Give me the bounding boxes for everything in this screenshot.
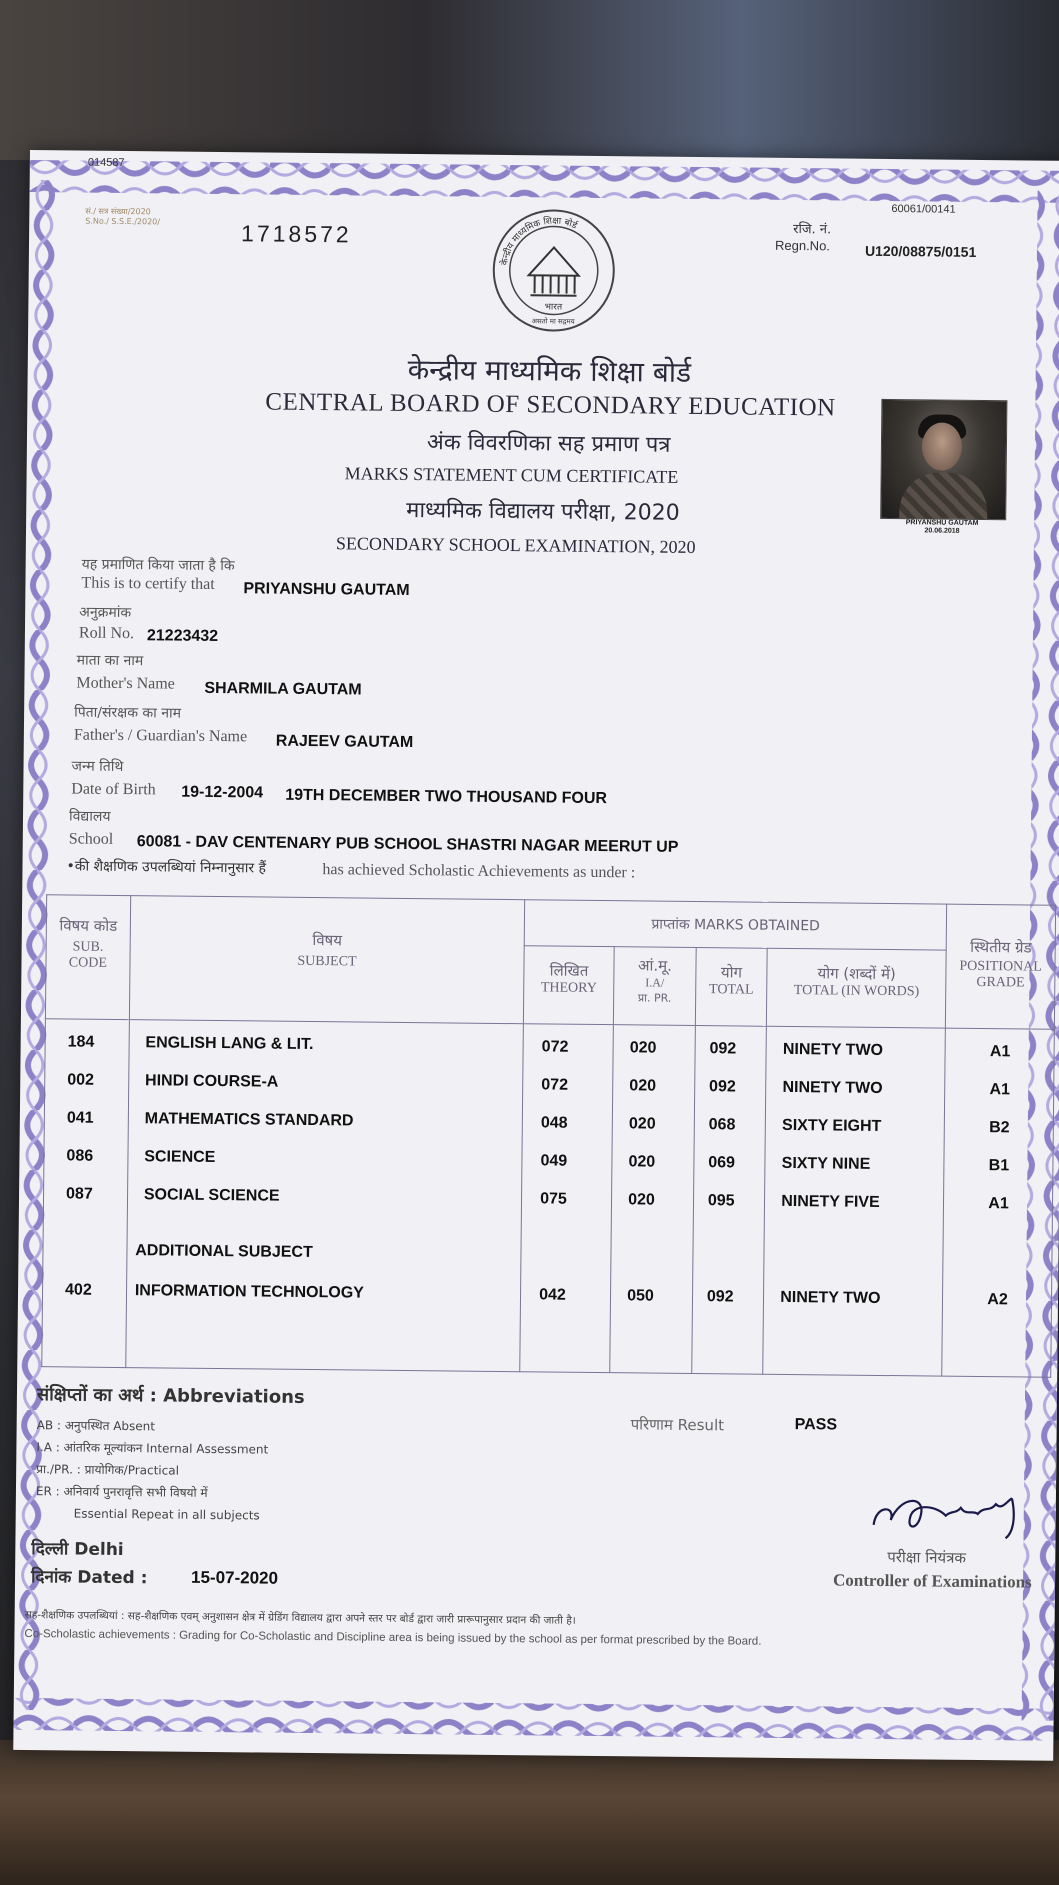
top-right-code: 60061/00141 bbox=[891, 203, 956, 216]
header-code: विषय कोड SUB. CODE bbox=[45, 895, 130, 1020]
controller-hindi: परीक्षा नियंत्रक bbox=[887, 1548, 967, 1567]
header-total-words: योग (शब्दों में) TOTAL (IN WORDS) bbox=[767, 948, 947, 1028]
roll-label-english: Roll No. bbox=[78, 624, 135, 643]
serial-number: 014587 bbox=[87, 156, 125, 169]
exam-title-hindi: माध्यमिक विद्यालय परीक्षा, 2020 bbox=[406, 497, 680, 526]
dob-words: 19TH DECEMBER TWO THOUSAND FOUR bbox=[285, 786, 608, 808]
result-value: PASS bbox=[794, 1416, 838, 1434]
emblem-top-text: केन्द्रीय माध्यमिक शिक्षा बोर्ड bbox=[500, 216, 579, 267]
abbreviations-title: संक्षिप्तों का अर्थ : Abbreviations bbox=[36, 1384, 305, 1408]
abbreviations-list: AB : अनुपस्थित Absent I.A : आंतरिक मूल्यांकन Internal Assessment प्रा./PR. : प्रायोगिक/Practical ER : अनिवार्य पुनरावृत्ति सभी विषयो में Essential Repeat in all subjects bbox=[35, 1418, 269, 1523]
table-row: SOCIAL SCIENCE bbox=[143, 1186, 280, 1205]
marks-table bbox=[41, 894, 1056, 1378]
roll-label-hindi: अनुक्रमांक bbox=[79, 604, 132, 622]
school-label-english: School bbox=[68, 830, 114, 848]
controller-english: Controller of Examinations bbox=[832, 1570, 1032, 1592]
place: दिल्ली Delhi bbox=[31, 1539, 124, 1561]
emblem-center-text: भारत bbox=[544, 302, 563, 313]
header-subject: विषय SUBJECT bbox=[129, 896, 525, 1024]
background-table-surface bbox=[0, 1740, 1059, 1885]
emblem-bottom-text: असतो मा सद्गमय bbox=[531, 317, 575, 326]
photo-caption: PRIYANSHU GAUTAM 20.06.2018 bbox=[905, 519, 979, 535]
regn-number: U120/08875/0151 bbox=[864, 242, 977, 260]
background-top bbox=[0, 0, 1059, 160]
issue-date: 15-07-2020 bbox=[190, 1567, 279, 1588]
col-subject bbox=[126, 1020, 524, 1372]
table-body bbox=[42, 1019, 1055, 1378]
col-ia: 020 020 020 020 020 050 bbox=[610, 1025, 695, 1374]
student-name: PRIYANSHU GAUTAM bbox=[243, 580, 410, 599]
certify-english: This is to certify that bbox=[81, 574, 215, 593]
roll-number: 21223432 bbox=[146, 627, 219, 645]
mother-label-hindi: माता का नाम bbox=[76, 652, 144, 670]
footnote-english: Co-Scholastic achievements : Grading for Co-Scholastic and Discipline area is being issued by the school as per format prescribed by the Board. bbox=[24, 1628, 762, 1648]
student-photo bbox=[880, 399, 1007, 520]
footnote-hindi: सह-शैक्षणिक उपलब्धियां : सह-शैक्षणिक एवम् अनुशासन क्षेत्र में ग्रेडिंग विद्यालय द्वारा अपने स्तर पर बोर्ड द्वारा जारी प्रारूपानुसार प्रदान की जाती है। bbox=[24, 1609, 576, 1627]
mother-label-english: Mother's Name bbox=[76, 674, 175, 693]
board-name-hindi: केन्द्रीय माध्यमिक शिक्षा बोर्ड bbox=[407, 352, 692, 389]
col-theory: 072 072 048 049 075 042 bbox=[520, 1024, 614, 1373]
col-total-words: NINETY TWO NINETY TWO SIXTY EIGHT SIXTY NINE NINETY FIVE NINETY TWO bbox=[763, 1026, 946, 1376]
table-row: INFORMATION TECHNOLOGY bbox=[134, 1282, 364, 1302]
achievement-hindi: •की शैक्षणिक उपलब्धियां निम्नानुसार हैं bbox=[66, 858, 267, 877]
marks-certificate bbox=[13, 150, 1059, 1761]
header-ia: आं.मू. I.A/ प्रा. PR. bbox=[613, 947, 696, 1026]
certify-hindi: यह प्रमाणित किया जाता है कि bbox=[81, 556, 235, 575]
achievement-english: has achieved Scholastic Achievements as under : bbox=[322, 861, 636, 882]
result-label: परिणाम Result bbox=[630, 1415, 725, 1435]
school-label-hindi: विद्यालय bbox=[68, 808, 111, 825]
dob-value: 19-12-2004 bbox=[181, 783, 264, 802]
school-name: 60081 - DAV CENTENARY PUB SCHOOL SHASTRI NAGAR MEERUT UP bbox=[136, 833, 679, 856]
board-name-english: CENTRAL BOARD OF SECONDARY EDUCATION bbox=[265, 388, 836, 422]
regn-label: रजि. नं. Regn.No. bbox=[774, 221, 832, 254]
father-label-english: Father's / Guardian's Name bbox=[73, 726, 248, 746]
dob-label-hindi: जन्म तिथि bbox=[71, 758, 124, 776]
cbse-emblem bbox=[488, 205, 619, 336]
certificate-number: 1718572 bbox=[241, 220, 352, 248]
col-total: 092 092 068 069 095 092 bbox=[692, 1026, 767, 1375]
header-theory: लिखित THEORY bbox=[523, 946, 614, 1025]
col-grade: A1 A1 B2 B1 A1 A2 bbox=[942, 1028, 1054, 1377]
table-row: SCIENCE bbox=[144, 1148, 216, 1166]
table-row: MATHEMATICS STANDARD bbox=[144, 1110, 354, 1130]
col-code: 184 002 041 086 087 402 bbox=[42, 1019, 129, 1368]
header-grade: स्थितीय ग्रेड POSITIONAL GRADE bbox=[946, 904, 1056, 1029]
dated-label: दिनांक Dated : bbox=[30, 1567, 148, 1589]
table-row: HINDI COURSE-A bbox=[144, 1072, 279, 1091]
small-code: सं./ सत्र संख्या/2020 S.No./ S.S.E./2020/ bbox=[85, 206, 161, 227]
father-name: RAJEEV GAUTAM bbox=[275, 732, 414, 752]
document-title-english: MARKS STATEMENT CUM CERTIFICATE bbox=[344, 463, 679, 487]
header-total: योग TOTAL bbox=[695, 948, 767, 1027]
additional-subject-label: ADDITIONAL SUBJECT bbox=[135, 1242, 313, 1262]
document-title-hindi: अंक विवरणिका सह प्रमाण पत्र bbox=[426, 430, 671, 458]
header-marks-obtained: प्राप्तांक MARKS OBTAINED bbox=[524, 900, 947, 950]
svg-text:केन्द्रीय माध्यमिक शिक्षा बोर् bbox=[498, 214, 580, 267]
mother-name: SHARMILA GAUTAM bbox=[204, 679, 362, 699]
dob-label-english: Date of Birth bbox=[71, 780, 156, 799]
table-row: ENGLISH LANG & LIT. bbox=[145, 1034, 314, 1054]
father-label-hindi: पिता/संरक्षक का नाम bbox=[74, 704, 182, 722]
controller-signature bbox=[865, 1475, 1046, 1547]
exam-title-english: SECONDARY SCHOOL EXAMINATION, 2020 bbox=[335, 533, 696, 557]
